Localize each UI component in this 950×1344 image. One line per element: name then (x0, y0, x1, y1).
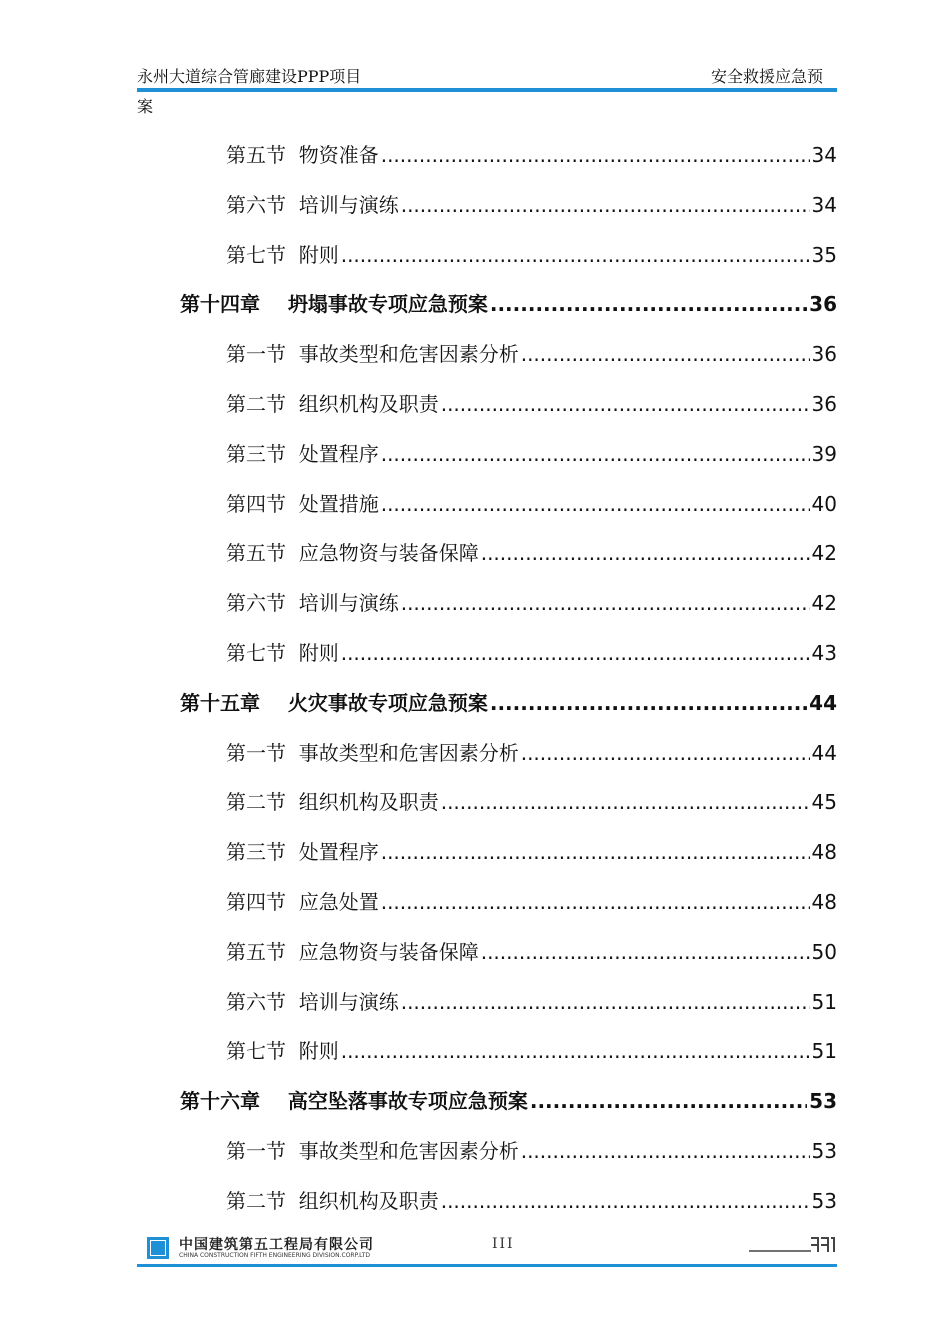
header-row (137, 66, 837, 88)
toc-entry-page: 34 (811, 193, 837, 217)
footer-page-number: III (492, 1236, 515, 1252)
toc-entry-title: 第四节 应急处置 (226, 890, 379, 914)
toc-entry-title: 第六节 培训与演练 (226, 193, 399, 217)
toc-entry-page: 51 (811, 1039, 837, 1063)
footer-company-name: 中国建筑第五工程局有限公司 (179, 1237, 374, 1253)
toc-entry-title: 第一节 事故类型和危害因素分析 (226, 342, 519, 366)
header-document-title-wrap: 案 (137, 97, 154, 116)
toc-entry-page: 53 (809, 1089, 837, 1113)
toc-dot-leader (341, 638, 810, 668)
toc-dot-leader (441, 1186, 810, 1216)
toc-entry-title: 第五节 物资准备 (226, 143, 379, 167)
toc-section-entry[interactable] (226, 987, 837, 1017)
toc-entry-page: 48 (811, 890, 837, 914)
toc-chapter-entry[interactable] (180, 1086, 837, 1116)
toc-dot-leader (401, 588, 810, 618)
toc-section-entry[interactable] (226, 638, 837, 668)
toc-dot-leader (381, 439, 810, 469)
toc-entry-title: 第十五章 火灾事故专项应急预案 (180, 691, 488, 715)
toc-entry-page: 44 (809, 691, 837, 715)
toc-entry-page: 42 (811, 591, 837, 615)
toc-section-entry[interactable] (226, 439, 837, 469)
toc-dot-leader (441, 389, 810, 419)
toc-section-entry[interactable] (226, 738, 837, 768)
toc-entry-title: 第七节 附则 (226, 1039, 339, 1063)
toc-section-entry[interactable] (226, 887, 837, 917)
toc-dot-leader (481, 937, 810, 967)
toc-chapter-entry[interactable] (180, 289, 837, 319)
toc-section-entry[interactable] (226, 1186, 837, 1216)
toc-entry-page: 48 (811, 840, 837, 864)
toc-dot-leader (401, 987, 810, 1017)
page-footer (137, 1230, 837, 1270)
toc-entry-title: 第六节 培训与演练 (226, 990, 399, 1014)
toc-entry-page: 34 (811, 143, 837, 167)
toc-section-entry[interactable] (226, 240, 837, 270)
toc-entry-title: 第七节 附则 (226, 641, 339, 665)
toc-section-entry[interactable] (226, 190, 837, 220)
toc-dot-leader (490, 688, 807, 718)
toc-dot-leader (521, 1136, 810, 1166)
toc-section-entry[interactable] (226, 339, 837, 369)
toc-entry-title: 第七节 附则 (226, 243, 339, 267)
toc-entry-page: 36 (811, 342, 837, 366)
toc-entry-title: 第二节 组织机构及职责 (226, 392, 439, 416)
toc-dot-leader (381, 489, 810, 519)
page-header (137, 66, 837, 116)
header-document-title: 安全救援应急预 (710, 67, 823, 86)
toc-dot-leader (341, 1036, 810, 1066)
toc-entry-title: 第三节 处置程序 (226, 840, 379, 864)
toc-section-entry[interactable] (226, 787, 837, 817)
toc-entry-page: 53 (811, 1189, 837, 1213)
toc-dot-leader (490, 289, 807, 319)
toc-entry-page: 35 (811, 243, 837, 267)
toc-dot-leader (381, 837, 810, 867)
toc-entry-page: 51 (811, 990, 837, 1014)
toc-dot-leader (530, 1086, 807, 1116)
header-project-title: 永州大道综合管廊建设PPP项目 (137, 67, 362, 86)
toc-section-entry[interactable] (226, 140, 837, 170)
toc-entry-page: 45 (811, 790, 837, 814)
footer-rule (137, 1264, 837, 1267)
toc-dot-leader (441, 787, 810, 817)
toc-entry-page: 36 (809, 292, 837, 316)
toc-section-entry[interactable] (226, 538, 837, 568)
toc-section-entry[interactable] (226, 1136, 837, 1166)
toc-entry-title: 第二节 组织机构及职责 (226, 1189, 439, 1213)
toc-dot-leader (481, 538, 810, 568)
toc-entry-title: 第五节 应急物资与装备保障 (226, 940, 479, 964)
toc-entry-title: 第十六章 高空坠落事故专项应急预案 (180, 1089, 528, 1113)
toc-section-entry[interactable] (226, 389, 837, 419)
toc-entry-page: 53 (811, 1139, 837, 1163)
toc-entry-title: 第六节 培训与演练 (226, 591, 399, 615)
toc-chapter-entry[interactable] (180, 688, 837, 718)
toc-dot-leader (381, 140, 810, 170)
toc-entry-title: 第一节 事故类型和危害因素分析 (226, 1139, 519, 1163)
footer-company-name-en: CHINA CONSTRUCTION FIFTH ENGINEERING DIVISION.CORP.LTD (179, 1252, 370, 1259)
toc-entry-title: 第五节 应急物资与装备保障 (226, 541, 479, 565)
toc-entry-title: 第十四章 坍塌事故专项应急预案 (180, 292, 488, 316)
footer-decorative-mark-icon (749, 1234, 835, 1256)
toc-entry-page: 39 (811, 442, 837, 466)
toc-section-entry[interactable] (226, 489, 837, 519)
toc-dot-leader (521, 339, 810, 369)
toc-entry-title: 第三节 处置程序 (226, 442, 379, 466)
toc-dot-leader (521, 738, 810, 768)
toc-entry-page: 40 (811, 492, 837, 516)
header-rule (137, 88, 837, 92)
toc-section-entry[interactable] (226, 1036, 837, 1066)
toc-entry-page: 44 (811, 741, 837, 765)
toc-section-entry[interactable] (226, 937, 837, 967)
toc-entry-title: 第二节 组织机构及职责 (226, 790, 439, 814)
toc-entry-page: 50 (811, 940, 837, 964)
toc-dot-leader (341, 240, 810, 270)
toc-dot-leader (381, 887, 810, 917)
toc-entry-page: 36 (811, 392, 837, 416)
toc-section-entry[interactable] (226, 588, 837, 618)
toc-entry-page: 43 (811, 641, 837, 665)
toc-section-entry[interactable] (226, 837, 837, 867)
toc-entry-title: 第四节 处置措施 (226, 492, 379, 516)
toc-entry-page: 42 (811, 541, 837, 565)
toc-entry-title: 第一节 事故类型和危害因素分析 (226, 741, 519, 765)
company-logo-icon (147, 1237, 169, 1259)
toc-dot-leader (401, 190, 810, 220)
